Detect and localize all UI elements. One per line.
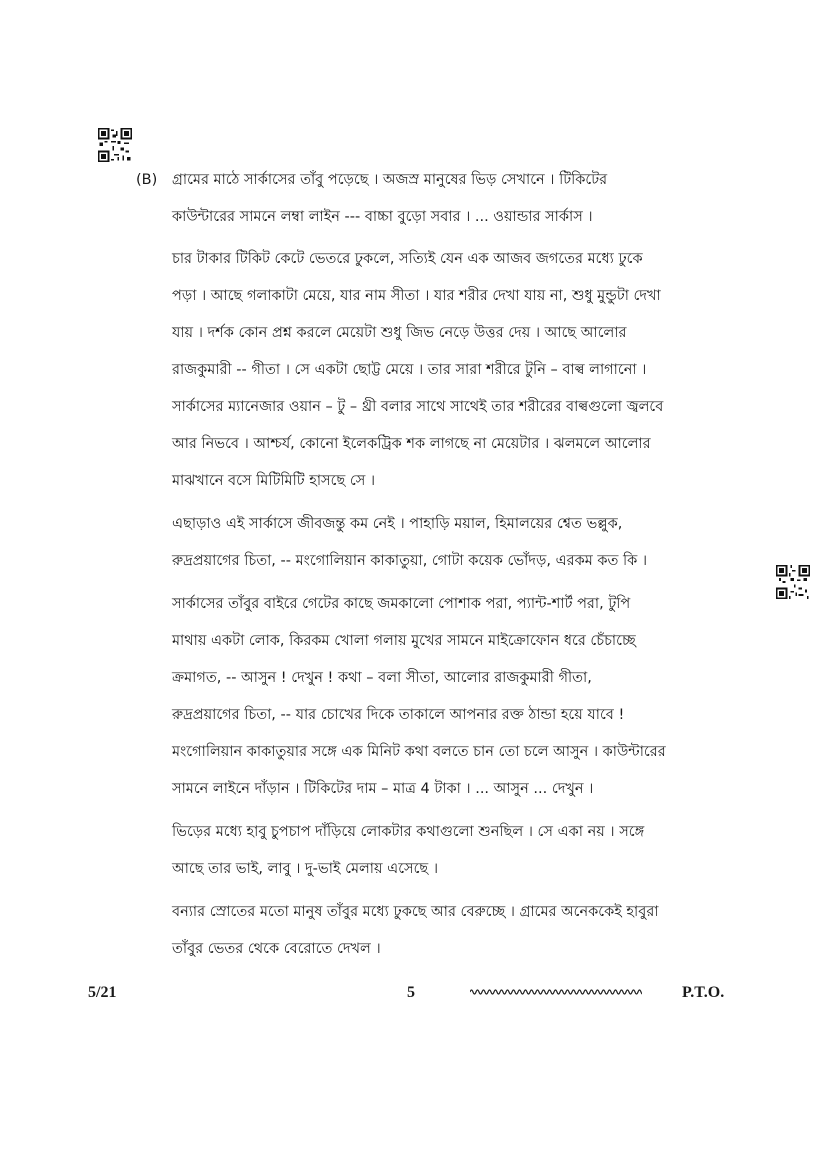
wavy-line: [470, 985, 642, 999]
passage-line: রুদ্রপ্রয়াগের চিতা, -- যার চোখের দিকে তাকালে আপনার রক্ত ঠান্ডা হয়ে যাবে !: [172, 707, 625, 723]
passage-line: মাথায় একটা লোক, কিরকম খোলা গলায় মুখের সামনে মাইক্রোফোন ধরে চেঁচাচ্ছে: [172, 633, 636, 649]
passage-line: কাউন্টারের সামনে লম্বা লাইন --- বাচ্চা বুড়ো সবার । ... ওয়ান্ডার সার্কাস ।: [172, 209, 593, 225]
passage-line: রাজকুমারী -- গীতা । সে একটা ছোট্ট মেয়ে । তার সারা শরীরে টুনি – বাল্ব লাগানো ।: [172, 362, 647, 378]
passage-line: বন্যার স্রোতের মতো মানুষ তাঁবুর মধ্যে ঢুকছে আর বেরুচ্ছে । গ্রামের অনেককেই হাবুরা: [172, 904, 659, 920]
passage-line: সার্কাসের তাঁবুর বাইরে গেটের কাছে জমকালো পোশাক পরা, প্যান্ট-শার্ট পরা, টুপি: [172, 596, 631, 612]
passage-line: এছাড়াও এই সার্কাসে জীবজন্তু কম নেই । পাহাড়ি ময়াল, হিমালয়ের শ্বেত ভল্লুক,: [172, 516, 623, 532]
question-marker: (B): [136, 172, 158, 188]
qr-code-icon: [776, 565, 810, 599]
passage-line: মাঝখানে বসে মিটিমিটি হাসছে সে ।: [172, 473, 376, 489]
qr-code-icon: [98, 128, 132, 162]
passage-line: মংগোলিয়ান কাকাতুয়ার সঙ্গে এক মিনিট কথা বলতে চান তো চলে আসুন । কাউন্টারের: [172, 744, 666, 760]
passage-line: ভিড়ের মধ্যে হাবু চুপচাপ দাঁড়িয়ে লোকটার কথাগুলো শুনছিল । সে একা নয় । সঙ্গে: [172, 824, 645, 840]
passage-line: আর নিভবে । আশ্চর্য, কোনো ইলেকট্রিক শক লাগছে না মেয়েটার । ঝলমলে আলোর: [172, 436, 651, 452]
passage-line: ক্রমাগত, -- আসুন ! দেখুন ! কথা – বলা সীতা, আলোর রাজকুমারী গীতা,: [172, 670, 592, 686]
passage-line: চার টাকার টিকিট কেটে ভেতরে ঢুকলে, সত্যিই যেন এক আজব জগতের মধ্যে ঢুকে: [172, 251, 643, 267]
pto-label: P.T.O.: [682, 984, 725, 1001]
passage-line: যায় । দর্শক কোন প্রশ্ন করলে মেয়েটা শুধু জিভ নেড়ে উত্তর দেয় । আছে আলোর: [172, 325, 627, 341]
passage-line: রুদ্রপ্রয়াগের চিতা, -- মংগোলিয়ান কাকাতুয়া, গোটা কয়েক ভোঁদড়, এরকম কত কি ।: [172, 553, 648, 569]
passage-line: গ্রামের মাঠে সার্কাসের তাঁবু পড়েছে । অজস্র মানুষের ভিড় সেখানে । টিকিটের: [172, 172, 608, 188]
passage-line: সার্কাসের ম্যানেজার ওয়ান – টু – থ্রী বলার সাথে সাথেই তার শরীরের বাল্বগুলো জ্বলবে: [172, 399, 664, 415]
passage-line: তাঁবুর ভেতর থেকে বেরোতে দেখল ।: [172, 941, 381, 957]
paper-code: 5/21: [88, 984, 117, 1001]
passage-line: সামনে লাইনে দাঁড়ান । টিকিটের দাম – মাত্র 4 টাকা । ... আসুন ... দেখুন ।: [172, 781, 594, 797]
page-number: 5: [407, 984, 415, 1001]
passage-line: আছে তার ভাই, লাবু । দু-ভাই মেলায় এসেছে ।: [172, 861, 439, 877]
passage-line: পড়া । আছে গলাকাটা মেয়ে, যার নাম সীতা । যার শরীর দেখা যায় না, শুধু মুন্ডুটা দেখা: [172, 288, 661, 304]
